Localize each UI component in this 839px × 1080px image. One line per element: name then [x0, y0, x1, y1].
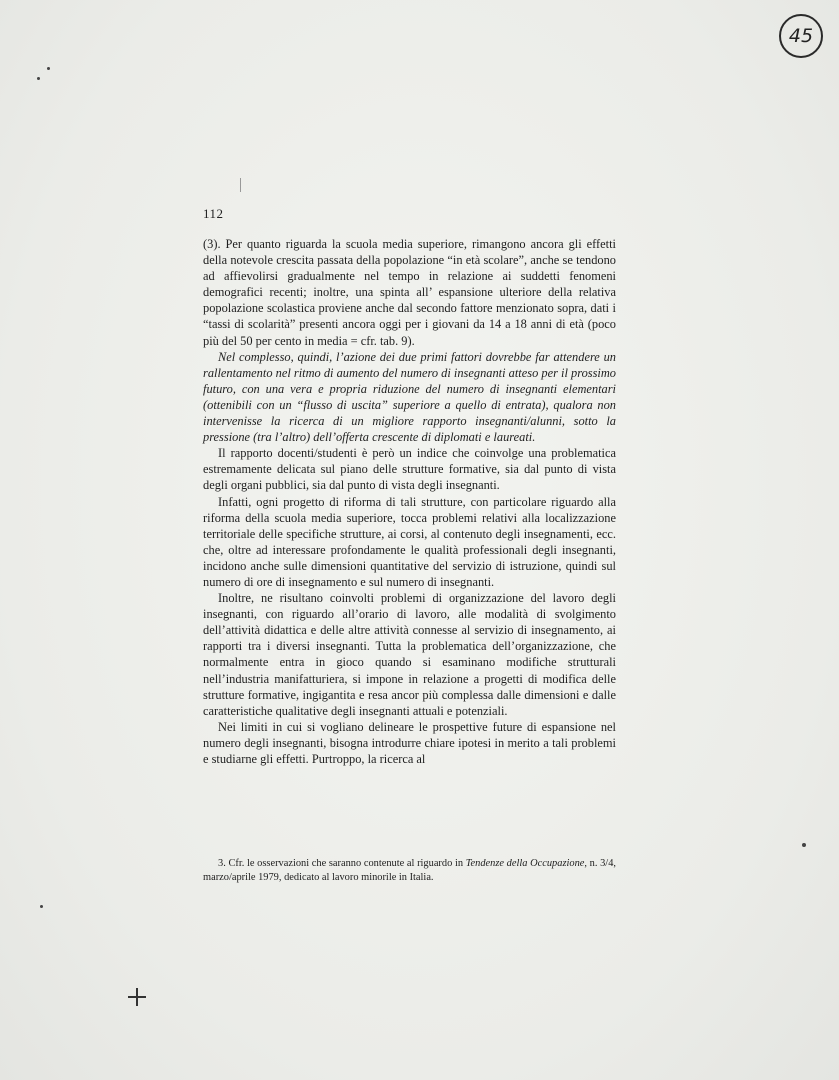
scan-speck [47, 67, 50, 70]
footnote-text [203, 857, 616, 885]
main-text-block [203, 236, 616, 767]
paragraph: Nei limiti in cui si vogliano delineare le prospettive future di espansione nel numero degli insegnanti, bisogna introdurre chiare ipotesi in merito a tali problemi e studiarne gli effetti. Purtroppo, la ricerca al [203, 719, 616, 766]
footnote-suffix: , n. 3/4, marzo/aprile 1979, dedicato al lavoro minorile in Italia. [203, 858, 616, 883]
footnote-title: Tendenze della Occupazione [465, 858, 585, 869]
footnote-prefix: 3. Cfr. le osservazioni che saranno contenute al riguardo in [218, 858, 466, 869]
paragraph-emphasized: Nel complesso, quindi, l’azione dei due primi fattori dovrebbe far attendere un rallentamento nel ritmo di aumento del numero di insegnanti atteso per il prossimo futuro, con una vera e propria riduzione del numero di insegnanti elementari (ottenibili con un “flusso di uscita” superiore a quello di entrata), qualora non intervenisse la ricerca di un migliore rapporto insegnanti/alunni, sotto la pressione (tra l’altro) dell’offerta crescente di diplomati e laureati. [203, 349, 616, 445]
handwritten-page-stamp [779, 14, 823, 58]
registration-mark-icon [128, 988, 146, 1006]
paragraph: Il rapporto docenti/studenti è però un indice che coinvolge una problematica estremamente delicata sul piano delle strutture formative, sia dal punto di vista degli organi pubblici, sia dal punto di vista degli insegnanti. [203, 446, 616, 493]
scan-artifact-line [240, 178, 241, 192]
stamp-number: 45 [788, 25, 814, 47]
paragraph: Infatti, ogni progetto di riforma di tali strutture, con particolare riguardo alla riforma della scuola media superiore, tocca problemi relativi alla localizzazione territoriale delle specifiche strutture, ai corsi, al contenuto degli insegnamenti, ecc. che, oltre ad interessare profondamente le qualità professionali degli insegnanti, incidono anche sulle dimensioni quantitative del servizio di istruzione, quindi sul numero di ore di insegnamento e sul numero di insegnanti. [203, 494, 616, 589]
scan-speck [802, 843, 806, 847]
scan-speck [37, 77, 40, 80]
page-number: 112 [203, 206, 224, 221]
scan-speck [40, 905, 43, 908]
paragraph: (3). Per quanto riguarda la scuola media superiore, rimangono ancora gli effetti della notevole crescita passata della popolazione “in età scolare”, anche se tendono ad affievolirsi gradualmente nel tempo in relazione ai suddetti fenomeni demografici recenti; inoltre, una spinta all’ espansione ulteriore della relativa popolazione scolastica proviene anche dal secondo fattore menzionato sopra, dati i “tassi di scolarità” presenti ancora oggi per i giovani da 14 a 18 anni di età (poco più del 50 per cento in media = cfr. tab. 9). [203, 237, 616, 348]
paragraph: Inoltre, ne risultano coinvolti problemi di organizzazione del lavoro degli insegnanti, con riguardo all’orario di lavoro, alle modalità di svolgimento dell’attività didattica e delle altre attività connesse al servizio di insegnamento, ai rapporti tra i diversi insegnanti. Tutta la problematica dell’organizzazione, che normalmente entra in gioco quando si esaminano modifiche strutturali nell’industria manifatturiera, si impone in relazione a progetti di modifica delle strutture formative, ingigantita e resa ancor più complessa dalle dimensioni e dalle caratteristiche qualitative degli insegnanti attuali e potenziali. [203, 591, 616, 718]
footnote [203, 857, 616, 885]
